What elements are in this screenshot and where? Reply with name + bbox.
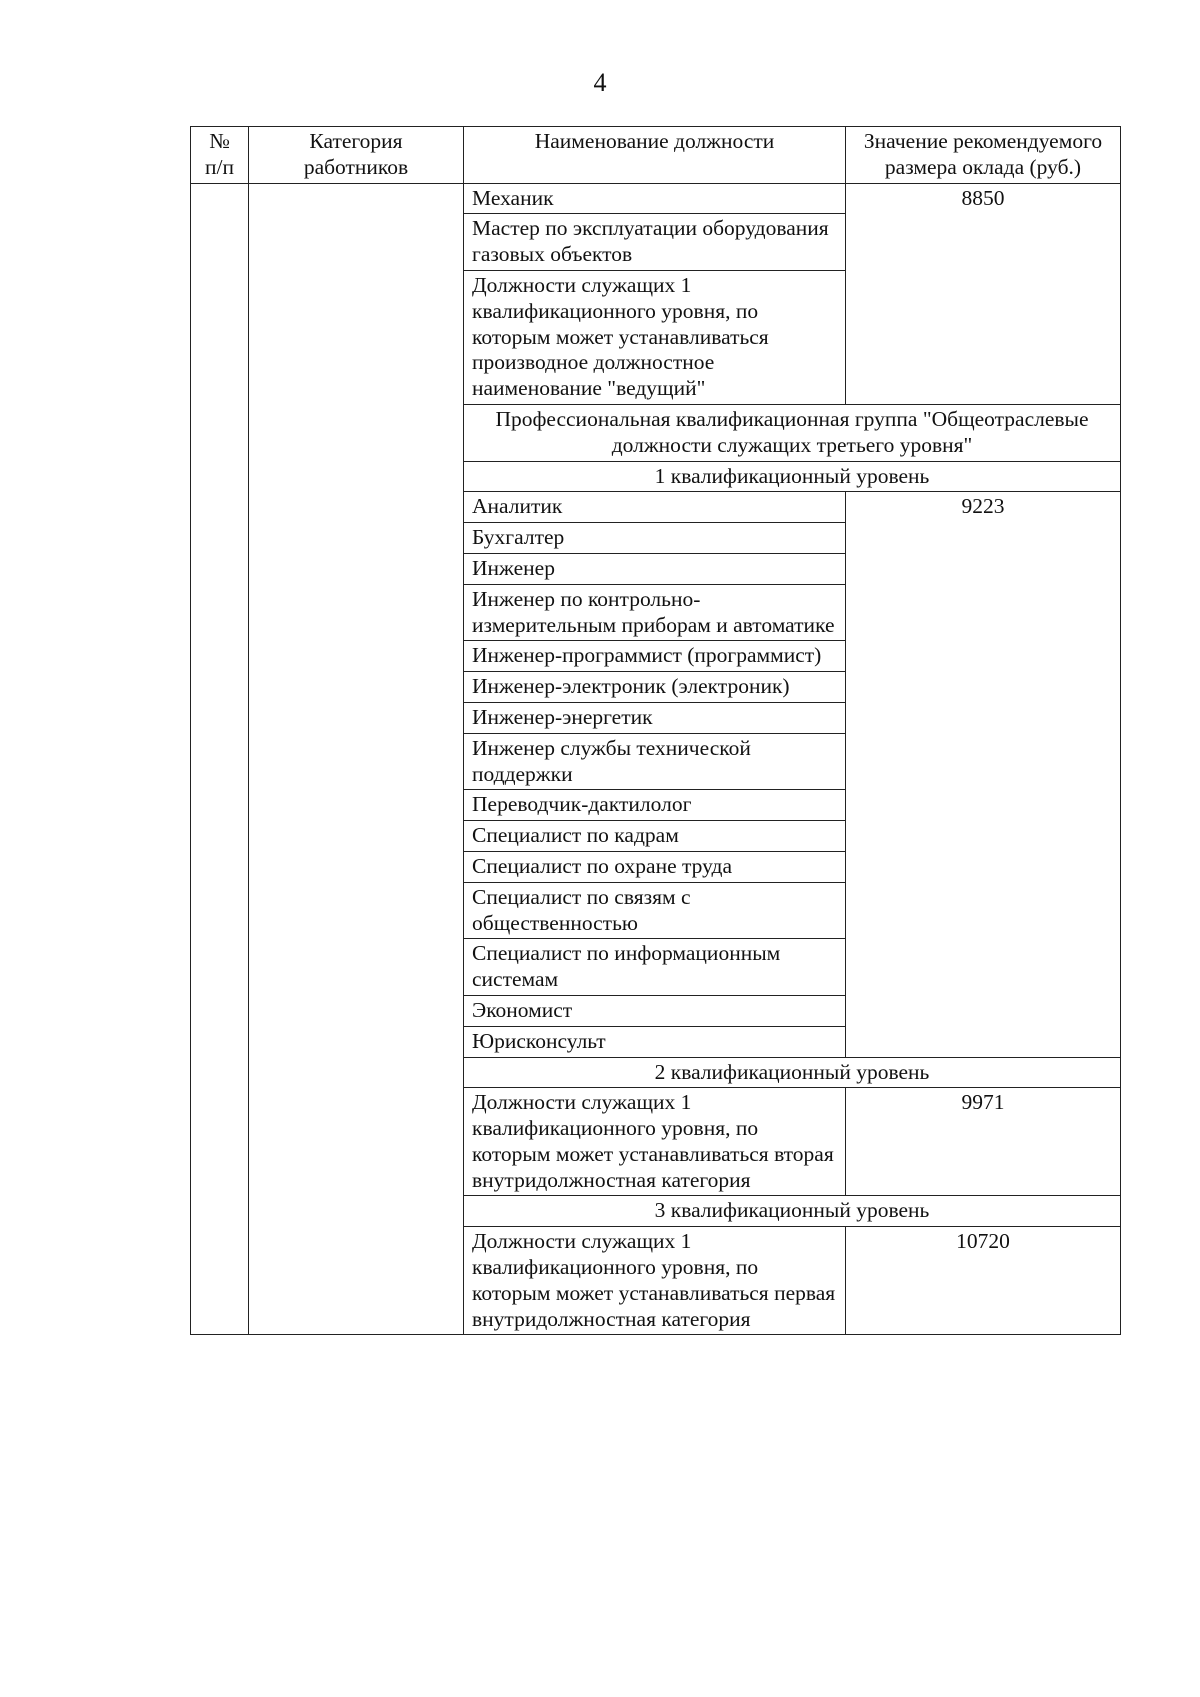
qualification-group-title: Профессиональная квалификационная группа "Общеотраслевые должности служащих третьего уровня": [464, 404, 1121, 461]
position-cell: Инженер службы технической поддержки: [464, 733, 846, 790]
page-number: 4: [593, 68, 607, 97]
position-cell: Должности служащих 1 квалификационного уровня, по которым может устанавливаться производное должностное наименование "ведущий": [464, 270, 846, 404]
position-cell: Аналитик: [464, 492, 846, 523]
table-row: [191, 183, 1121, 214]
level-1-title: 1 квалификационный уровень: [464, 461, 1121, 492]
position-cell: Инженер-программист (программист): [464, 641, 846, 672]
position-cell: Специалист по связям с общественностью: [464, 882, 846, 939]
position-cell: Должности служащих 1 квалификационного уровня, по которым может устанавливаться вторая внутридолжностная категория: [464, 1088, 846, 1196]
header-num: № п/п: [191, 127, 249, 184]
num-cell: [191, 183, 249, 1335]
header-category: Категория работников: [249, 127, 464, 184]
position-cell: Инженер-энергетик: [464, 702, 846, 733]
header-value: Значение рекомендуемого размера оклада (руб.): [846, 127, 1121, 184]
table-header-row: [191, 127, 1121, 184]
level-2-title: 2 квалификационный уровень: [464, 1057, 1121, 1088]
position-cell: Мастер по эксплуатации оборудования газовых объектов: [464, 214, 846, 271]
salary-value-9223: 9223: [846, 492, 1121, 1057]
position-cell: Специалист по информационным системам: [464, 939, 846, 996]
position-cell: Механик: [464, 183, 846, 214]
position-cell: Инженер по контрольно-измерительным приборам и автоматике: [464, 584, 846, 641]
position-cell: Инженер: [464, 553, 846, 584]
level-3-title: 3 квалификационный уровень: [464, 1196, 1121, 1227]
position-cell: Специалист по кадрам: [464, 821, 846, 852]
position-cell: Юрисконсульт: [464, 1026, 846, 1057]
header-position: Наименование должности: [464, 127, 846, 184]
position-cell: Должности служащих 1 квалификационного уровня, по которым может устанавливаться первая внутридолжностная категория: [464, 1227, 846, 1335]
position-cell: Переводчик-дактилолог: [464, 790, 846, 821]
position-cell: Инженер-электроник (электроник): [464, 672, 846, 703]
position-cell: Экономист: [464, 995, 846, 1026]
salary-value-9971: 9971: [846, 1088, 1121, 1196]
salary-value-8850: 8850: [846, 183, 1121, 404]
position-cell: Бухгалтер: [464, 523, 846, 554]
salary-value-10720: 10720: [846, 1227, 1121, 1335]
position-cell: Специалист по охране труда: [464, 851, 846, 882]
category-cell: [249, 183, 464, 1335]
salary-table: [190, 126, 1121, 1335]
